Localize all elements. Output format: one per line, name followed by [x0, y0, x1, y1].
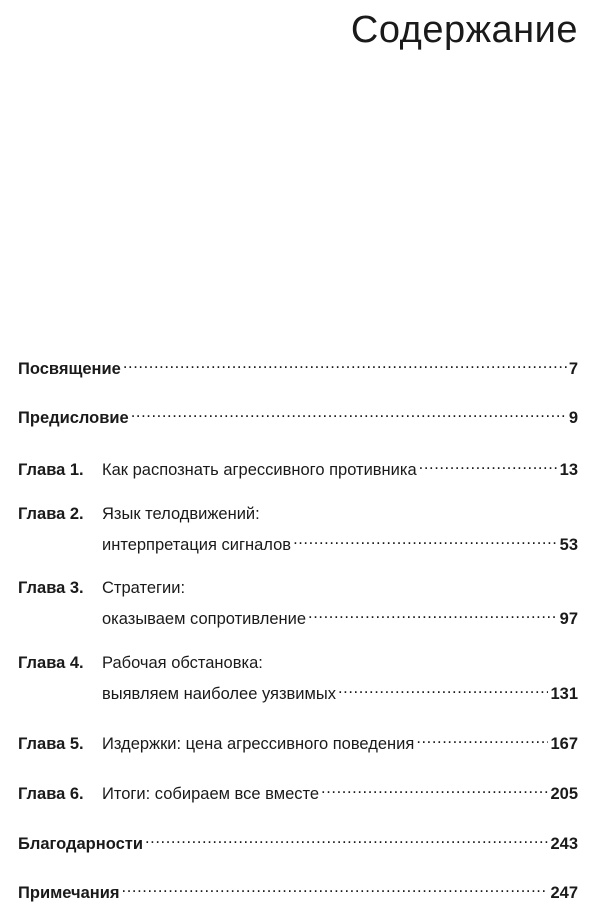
toc-page-number: 131 [550, 685, 578, 703]
toc-entry-chapter-4[interactable] [18, 652, 578, 705]
toc-page-number: 13 [559, 461, 578, 479]
table-of-contents [18, 0, 578, 908]
toc-entry-chapter-1[interactable] [18, 453, 578, 481]
toc-page-number: 167 [550, 735, 578, 753]
dot-leader [122, 876, 549, 898]
dot-leader [131, 401, 567, 423]
toc-entry-label: Примечания [18, 884, 120, 902]
toc-chapter-title: Стратегии: [102, 579, 186, 597]
toc-page-number: 7 [568, 360, 578, 378]
toc-chapter-subtitle: интерпретация сигналов [102, 536, 292, 554]
toc-entry-acknowledgements[interactable] [18, 827, 578, 855]
toc-entry-label: Предисловие [18, 409, 129, 427]
dot-leader [145, 827, 548, 849]
toc-entry-chapter-6[interactable] [18, 777, 578, 805]
toc-chapter-subtitle: выявляем наиболее уязвимых [102, 685, 336, 703]
toc-entry-dedication[interactable] [18, 352, 578, 380]
toc-entry-chapter-2[interactable] [18, 503, 578, 556]
toc-entry-chapter-3[interactable] [18, 577, 578, 630]
toc-chapter-label: Глава 4. [18, 654, 84, 672]
toc-chapter-title: Язык телодвижений: [102, 505, 260, 523]
dot-leader [419, 453, 558, 475]
toc-entry-chapter-5[interactable] [18, 727, 578, 755]
dot-leader [338, 677, 549, 699]
dot-leader [293, 528, 558, 550]
toc-entry-notes[interactable] [18, 876, 578, 904]
dot-leader [416, 727, 548, 749]
toc-page-number: 247 [550, 884, 578, 902]
toc-page-number: 53 [559, 536, 578, 554]
toc-page-number: 9 [568, 409, 578, 427]
toc-chapter-label: Глава 5. [18, 735, 84, 753]
toc-chapter-title: Рабочая обстановка: [102, 654, 263, 672]
toc-entry-label: Посвящение [18, 360, 121, 378]
toc-chapter-subtitle: оказываем сопротивление [102, 610, 307, 628]
toc-chapter-title: Как распознать агрессивного противника [102, 461, 417, 479]
page-title: Содержание [350, 9, 578, 51]
dot-leader [308, 602, 558, 624]
toc-chapter-label: Глава 2. [18, 505, 84, 523]
toc-chapter-title: Итоги: собираем все вместе [102, 785, 320, 803]
toc-chapter-label: Глава 3. [18, 579, 84, 597]
toc-entry-preface[interactable] [18, 401, 578, 429]
toc-entry-label: Благодарности [18, 835, 143, 853]
toc-page-number: 97 [559, 610, 578, 628]
toc-chapter-title: Издержки: цена агрессивного поведения [102, 735, 415, 753]
toc-page-number: 205 [550, 785, 578, 803]
toc-chapter-label: Глава 6. [18, 785, 84, 803]
toc-chapter-label: Глава 1. [18, 461, 84, 479]
toc-page-number: 243 [550, 835, 578, 853]
dot-leader [321, 777, 548, 799]
dot-leader [123, 352, 567, 374]
